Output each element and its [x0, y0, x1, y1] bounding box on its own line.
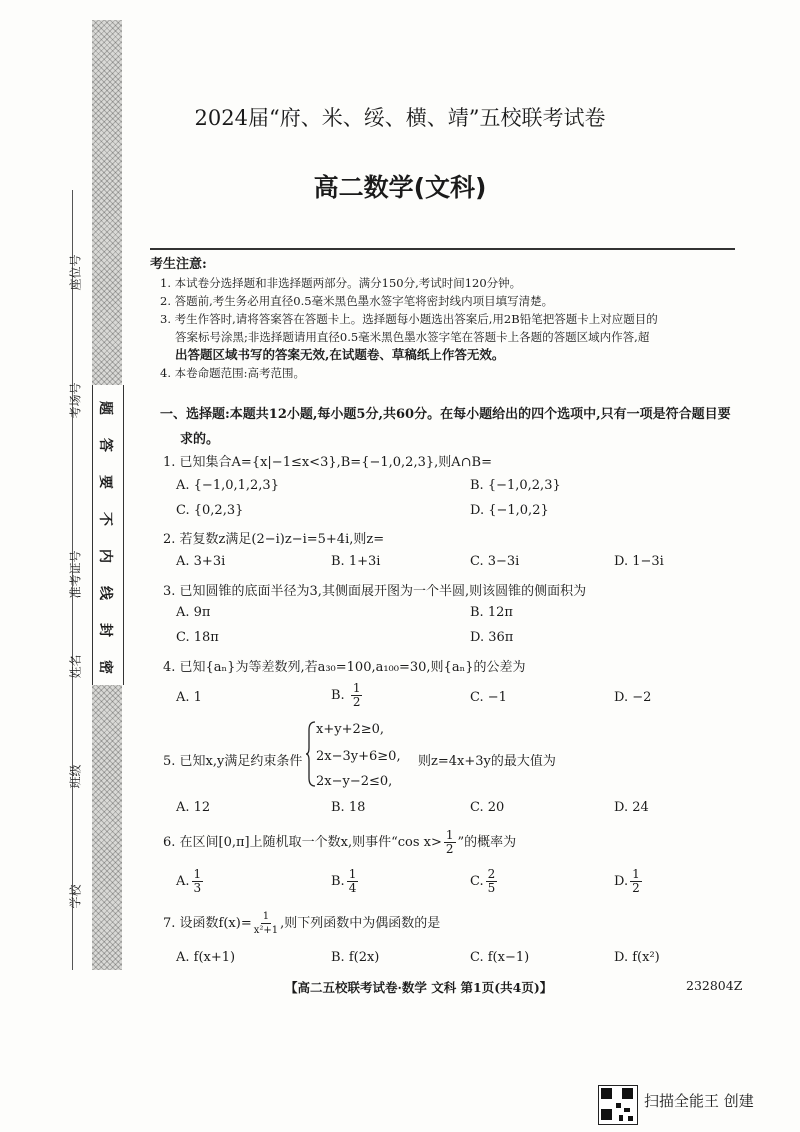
ticket-number-label: 准考证号	[68, 550, 83, 599]
seal-char: 线	[97, 586, 113, 600]
question-1: 1. 已知集合A={x|−1≤x<3},B={−1,0,2,3},则A∩B=	[163, 455, 492, 470]
q5-option-c: C. 20	[470, 800, 505, 815]
q5-option-a: A. 12	[176, 800, 211, 815]
school-label: 学校	[68, 884, 83, 909]
q3-option-d: D. 36π	[470, 630, 514, 645]
question-7: 7. 设函数f(x)= $\frac{1}{\text{x²+1}}$ ,则下列函数中为偶函数的是	[163, 911, 441, 936]
q2-option-a: A. 3+3i	[176, 554, 226, 569]
seal-char: 要	[97, 475, 113, 489]
notice-item: 3. 考生作答时,请将答案答在答题卡上。选择题每小题选出答案后,用2B铅笔把答题卡上对应题目的	[160, 312, 658, 326]
q7-option-d: D. f(x²)	[614, 950, 660, 965]
q1-option-a: A. {−1,0,1,2,3}	[176, 478, 279, 493]
q6-option-c: C. $\frac{2}{5}$	[470, 867, 496, 895]
q6-option-a: A. $\frac{1}{3}$	[176, 867, 202, 895]
q5-option-d: D. 24	[614, 800, 649, 815]
q5-option-b: B. 18	[331, 800, 366, 815]
seal-char: 不	[97, 512, 113, 526]
qr-code-icon	[598, 1085, 638, 1125]
header-divider	[150, 248, 735, 250]
q7-option-a: A. f(x+1)	[176, 950, 236, 965]
question-3: 3. 已知圆锥的底面半径为3,其侧面展开图为一个半圆,则该圆锥的侧面积为	[163, 584, 587, 599]
notice-item: 2. 答题前,考生务必用直径0.5毫米黑色墨水签字笔将密封线内项目填写清楚。	[160, 294, 554, 308]
q7-option-b: B. f(2x)	[331, 950, 380, 965]
question-5-tail: 则z=4x+3y的最大值为	[418, 754, 556, 769]
notice-heading: 考生注意:	[150, 257, 207, 272]
q2-option-c: C. 3−3i	[470, 554, 520, 569]
q1-option-d: D. {−1,0,2}	[470, 503, 549, 518]
constraint-3: 2x−y−2≤0,	[316, 774, 393, 789]
notice-item: 1. 本试卷分选择题和非选择题两部分。满分150分,考试时间120分钟。	[160, 276, 522, 290]
seat-number-label: 座位号	[68, 254, 83, 291]
q4-option-c: C. −1	[470, 690, 507, 705]
question-2: 2. 若复数z满足(2−i)z−i=5+4i,则z=	[163, 532, 385, 547]
q4-option-d: D. −2	[614, 690, 652, 705]
exam-room-label: 考场号	[68, 382, 83, 419]
q1-option-c: C. {0,2,3}	[176, 503, 244, 518]
scanner-watermark: 扫描全能王 创建	[644, 1092, 754, 1110]
seal-char: 封	[97, 623, 113, 637]
q4-option-a: A. 1	[176, 690, 202, 705]
seal-char: 密	[97, 660, 113, 674]
exam-subtitle: 高二数学(文科)	[313, 173, 487, 202]
exam-title: 2024届“府、米、绥、横、靖”五校联考试卷	[194, 106, 606, 130]
q3-option-b: B. 12π	[470, 605, 513, 620]
paper-code: 232804Z	[686, 978, 743, 993]
q6-option-b: B. $\frac{1}{4}$	[331, 867, 357, 895]
notice-item: 答案标号涂黑;非选择题请用直径0.5毫米黑色墨水签字笔在答题卡上各题的答题区域内作答,超	[175, 330, 650, 344]
q2-option-b: B. 1+3i	[331, 554, 381, 569]
notice-item: 4. 本卷命题范围:高考范围。	[160, 366, 306, 380]
seal-line-box	[92, 385, 124, 685]
section-heading: 一、选择题:本题共12小题,每小题5分,共60分。在每小题给出的四个选项中,只有一项是符合题目要	[160, 407, 731, 422]
class-label: 班级	[68, 764, 83, 789]
constraint-1: x+y+2≥0,	[316, 722, 385, 737]
q1-option-b: B. {−1,0,2,3}	[470, 478, 561, 493]
notice-item: 出答题区域书写的答案无效,在试题卷、草稿纸上作答无效。	[175, 347, 505, 362]
constraint-2: 2x−3y+6≥0,	[316, 749, 401, 764]
question-4: 4. 已知{aₙ}为等差数列,若a₃₀=100,a₁₀₀=30,则{aₙ}的公差为	[163, 660, 526, 675]
question-6: 6. 在区间[0,π]上随机取一个数x,则事件“cos x> $\frac{1}{2}$ ”的概率为	[163, 828, 517, 856]
seal-char: 题	[97, 401, 113, 415]
seal-char: 内	[97, 549, 113, 563]
q7-option-c: C. f(x−1)	[470, 950, 530, 965]
q4-option-b: B. $\frac{1}{2}$	[331, 681, 361, 709]
q6-option-d: D. $\frac{1}{2}$	[614, 867, 640, 895]
q3-option-c: C. 18π	[176, 630, 219, 645]
q2-option-d: D. 1−3i	[614, 554, 664, 569]
page-footer: 【高二五校联考试卷·数学 文科 第1页(共4页)】	[285, 980, 553, 995]
name-label: 姓名	[68, 654, 83, 679]
seal-char: 答	[97, 438, 113, 452]
q3-option-a: A. 9π	[176, 605, 211, 620]
section-heading-cont: 求的。	[180, 432, 220, 447]
question-5-stem: 5. 已知x,y满足约束条件	[163, 754, 303, 769]
